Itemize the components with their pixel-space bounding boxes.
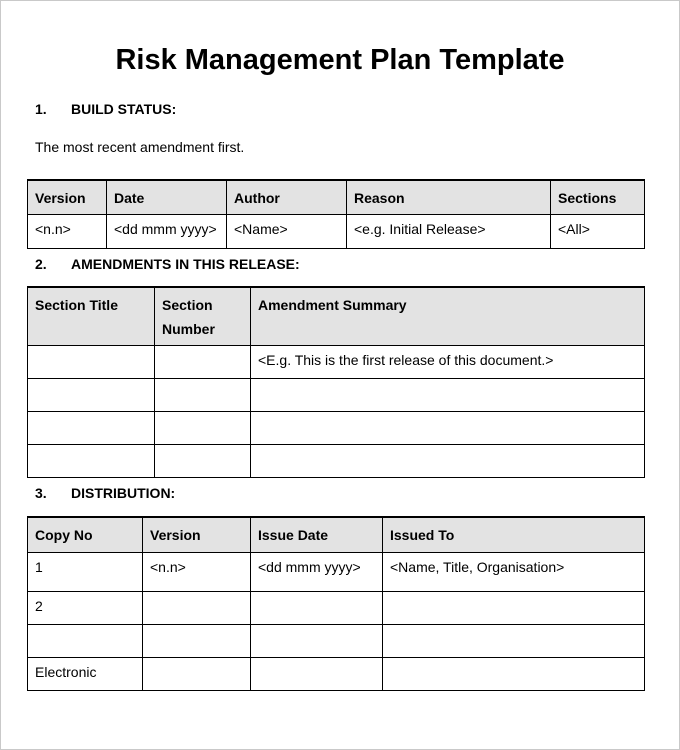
table-row: [28, 657, 645, 690]
column-header: Version: [28, 180, 107, 214]
section-heading-distribution: [35, 485, 175, 501]
table-cell: [155, 378, 251, 411]
table-cell: [251, 411, 645, 444]
column-header: Date: [107, 180, 227, 214]
table-cell: <n.n>: [28, 214, 107, 248]
table-row: [28, 378, 645, 411]
table-cell: 1: [28, 552, 143, 591]
column-header: Amendment Summary: [251, 287, 645, 345]
intro-text: The most recent amendment first.: [35, 139, 245, 155]
table-row: [28, 624, 645, 657]
distribution-table: [27, 516, 645, 691]
table-cell: [251, 591, 383, 624]
column-header: Author: [227, 180, 347, 214]
table-cell: [28, 345, 155, 378]
column-header: Version: [143, 517, 251, 552]
table-cell: [155, 444, 251, 477]
section-heading-text: BUILD STATUS:: [71, 101, 177, 117]
table-cell: [383, 657, 645, 690]
table-cell: <Name>: [227, 214, 347, 248]
section-number: 1.: [35, 101, 47, 117]
table-cell: <dd mmm yyyy>: [107, 214, 227, 248]
table-cell: [28, 444, 155, 477]
table-cell: [143, 624, 251, 657]
table-row: [28, 411, 645, 444]
table-cell: <Name, Title, Organisation>: [383, 552, 645, 591]
table-cell: [251, 657, 383, 690]
table-cell: [155, 411, 251, 444]
section-heading-amendments: [35, 256, 300, 272]
table-cell: [251, 624, 383, 657]
table-row: [28, 552, 645, 591]
table-row: [28, 214, 645, 248]
column-header: Issued To: [383, 517, 645, 552]
table-cell: 2: [28, 591, 143, 624]
table-cell: <All>: [551, 214, 645, 248]
table-cell: [155, 345, 251, 378]
table-row: [28, 591, 645, 624]
column-header: Copy No: [28, 517, 143, 552]
section-heading-text: AMENDMENTS IN THIS RELEASE:: [71, 256, 300, 272]
table-cell: [251, 378, 645, 411]
section-heading-build-status: [35, 101, 176, 117]
table-cell: <dd mmm yyyy>: [251, 552, 383, 591]
table-cell: [143, 591, 251, 624]
table-cell: <e.g. Initial Release>: [347, 214, 551, 248]
table-cell: [143, 657, 251, 690]
column-header: Sections: [551, 180, 645, 214]
section-number: 2.: [35, 256, 47, 272]
column-header: Section Number: [155, 287, 251, 345]
table-header-row: [28, 287, 645, 345]
table-header-row: [28, 517, 645, 552]
table-cell: <E.g. This is the first release of this document.>: [251, 345, 645, 378]
table-cell: <n.n>: [143, 552, 251, 591]
table-cell: Electronic: [28, 657, 143, 690]
column-header: Issue Date: [251, 517, 383, 552]
column-header: Section Title: [28, 287, 155, 345]
table-cell: [383, 624, 645, 657]
section-number: 3.: [35, 485, 47, 501]
table-cell: [28, 624, 143, 657]
table-cell: [251, 444, 645, 477]
section-heading-text: DISTRIBUTION:: [71, 485, 176, 501]
column-header: Reason: [347, 180, 551, 214]
table-row: [28, 444, 645, 477]
build-status-table: [27, 179, 645, 249]
table-cell: [28, 411, 155, 444]
table-row: [28, 345, 645, 378]
table-header-row: [28, 180, 645, 214]
amendments-table: [27, 286, 645, 478]
page-title: Risk Management Plan Template: [115, 44, 565, 76]
table-cell: [28, 378, 155, 411]
table-cell: [383, 591, 645, 624]
